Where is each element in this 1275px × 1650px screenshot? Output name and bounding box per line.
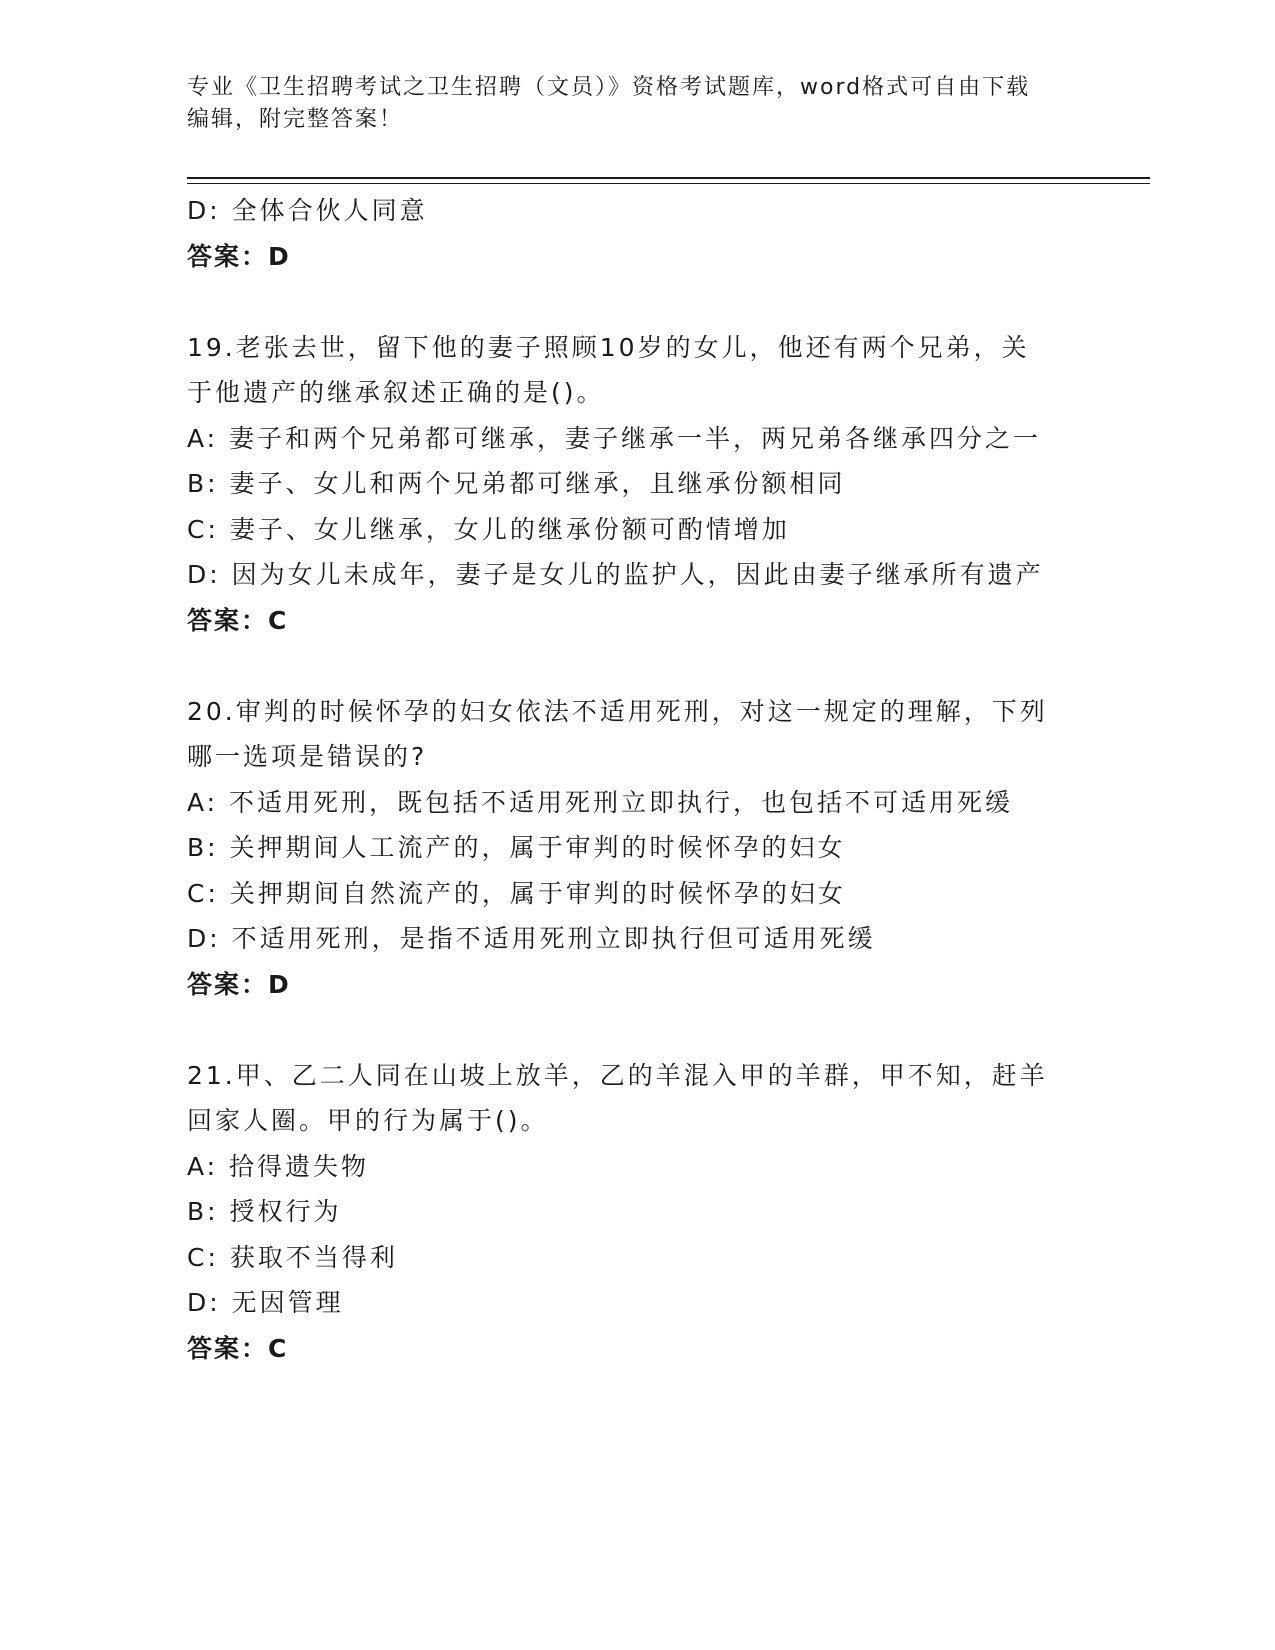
answer-line: 答案：D [187,241,291,271]
question-text-line: 19.老张去世，留下他的妻子照顾10岁的女儿，他还有两个兄弟，关 [187,332,1030,362]
option-c: C: 妻子、女儿继承，女儿的继承份额可酌情增加 [187,514,790,544]
question-text-line: 哪一选项是错误的? [187,742,428,771]
question-text-line: 20.审判的时候怀孕的妇女依法不适用死刑，对这一规定的理解，下列 [187,696,1048,726]
document-header [187,72,1087,136]
option-c: C: 关押期间自然流产的，属于审判的时候怀孕的妇女 [187,878,846,908]
option-a: A: 不适用死刑，既包括不适用死刑立即执行，也包括不可适用死缓 [187,787,1014,817]
option-a: A: 拾得遗失物 [187,1151,370,1181]
option-b: B: 关押期间人工流产的，属于审判的时候怀孕的妇女 [187,833,846,862]
question-text-line: 于他遗产的继承叙述正确的是()。 [187,378,605,407]
option-d: D: 因为女儿未成年，妻子是女儿的监护人，因此由妻子继承所有遗产 [187,560,1044,589]
answer-line: 答案：C [187,605,289,635]
question-19 [187,325,1087,644]
question-list [187,188,1087,1371]
header-line-2: 编辑，附完整答案！ [187,107,404,132]
header-line-1: 专业《卫生招聘考试之卫生招聘（文员）》资格考试题库，word格式可自由下载 [187,75,1031,100]
answer-line: 答案：D [187,969,291,999]
spacer [187,1007,1087,1053]
option-c: C: 获取不当得利 [187,1242,398,1272]
header-divider-thick [187,177,1150,179]
option-b: B: 妻子、女儿和两个兄弟都可继承，且继承份额相同 [187,469,846,498]
answer-line: 答案：C [187,1333,289,1363]
previous-question-tail [187,188,1087,279]
option-d: D: 全体合伙人同意 [187,196,428,225]
question-21 [187,1053,1087,1372]
question-20 [187,689,1087,1008]
question-text-line: 21.甲、乙二人同在山坡上放羊，乙的羊混入甲的羊群，甲不知，赶羊 [187,1060,1048,1090]
spacer [187,643,1087,689]
spacer [187,279,1087,325]
question-text-line: 回家人圈。甲的行为属于()。 [187,1106,549,1135]
option-d: D: 无因管理 [187,1288,344,1317]
option-d: D: 不适用死刑，是指不适用死刑立即执行但可适用死缓 [187,924,876,953]
option-a: A: 妻子和两个兄弟都可继承，妻子继承一半，两兄弟各继承四分之一 [187,423,1042,453]
option-b: B: 授权行为 [187,1197,342,1226]
header-divider-thin [187,183,1150,184]
